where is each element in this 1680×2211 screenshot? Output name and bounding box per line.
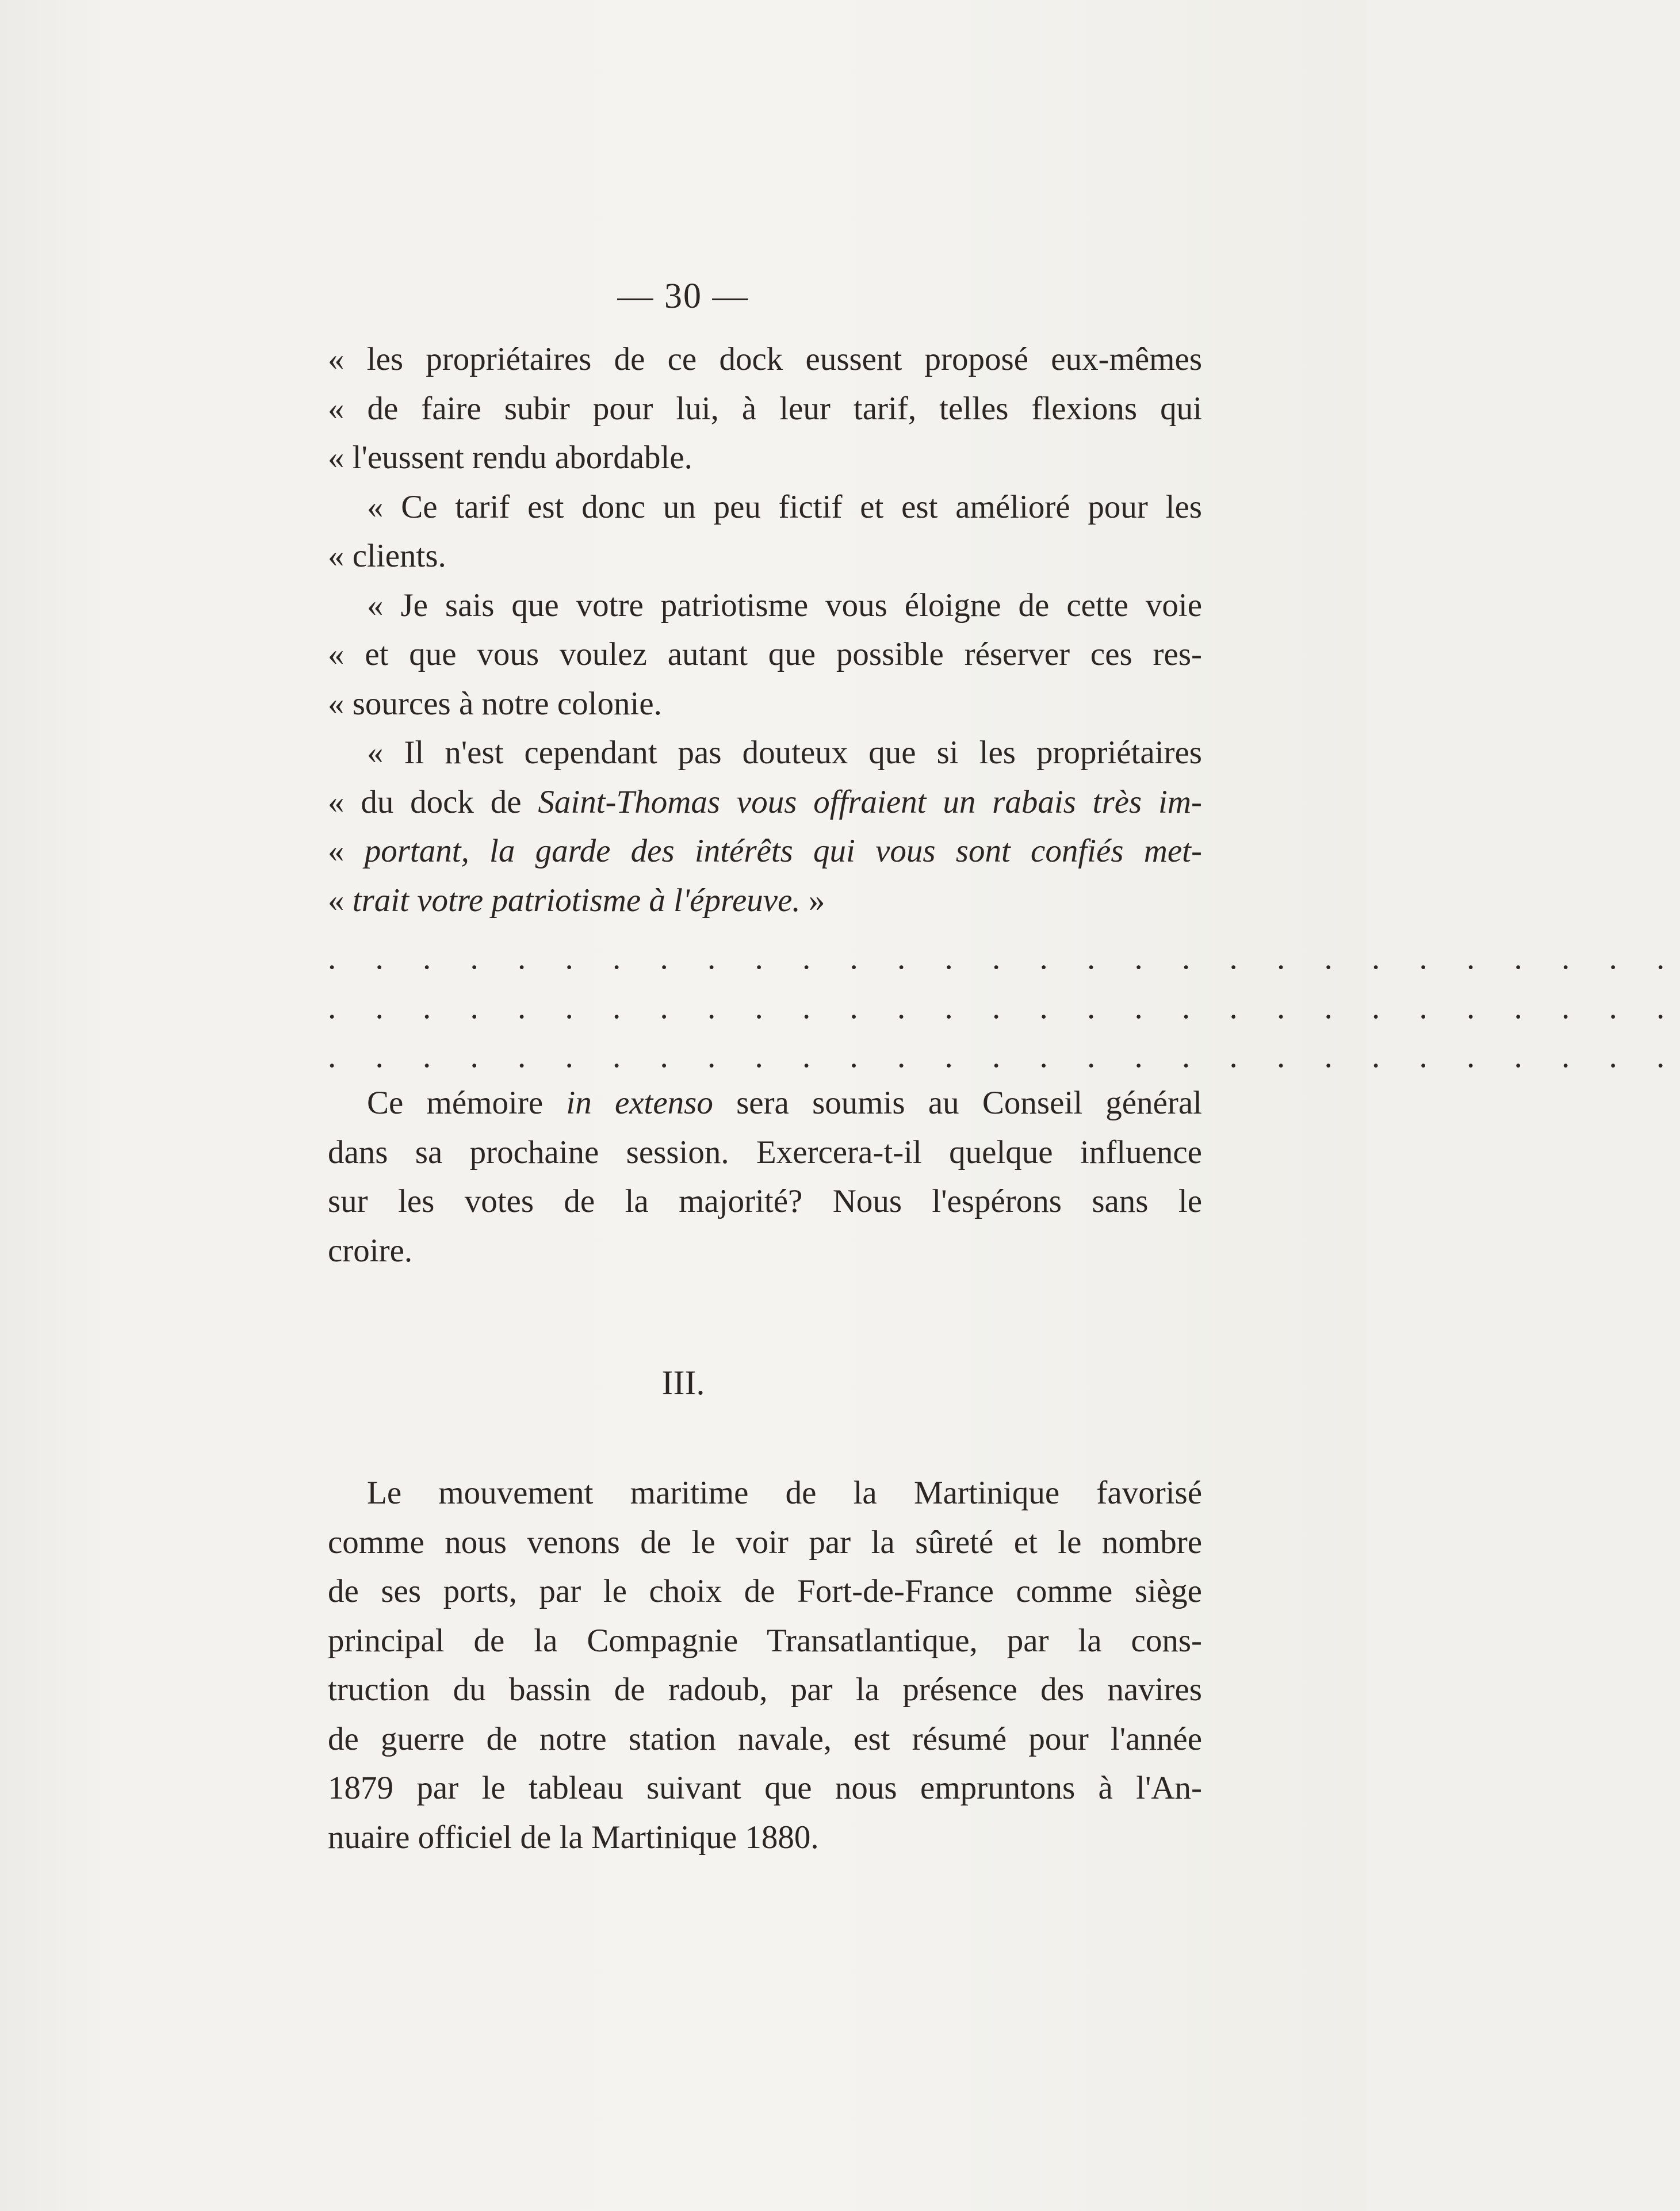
quote-prefix: « (328, 833, 365, 869)
ellipsis-row: . . . . . . . . . . . . . . . . . . . . . . . . . . . . . (328, 989, 1680, 1026)
quote-italic-text: Saint-Thomas vous offraient un rabais très im- (538, 783, 1202, 820)
quote-prefix: « du dock de (328, 783, 538, 820)
ellipsis-row: . . . . . . . . . . . . . . . . . . . . . . . . . . . . . (328, 1038, 1680, 1074)
quote-close: » (800, 882, 825, 919)
quote-line: « clients. (328, 538, 446, 574)
quote-line-italic (328, 827, 1202, 876)
memo-paragraph (328, 1078, 1202, 1275)
body-paragraph (328, 1468, 1202, 1862)
quote-line: « et que vous voulez autant que possible réserver ces res- (328, 636, 1202, 672)
page-number: — 30 — (617, 277, 749, 316)
quote-line: « sources à notre colonie. (328, 685, 662, 722)
ellipsis-rows (328, 934, 1680, 1081)
memo-suffix: sera soumis au Conseil général (713, 1085, 1202, 1121)
quote-line: « Ce tarif est donc un peu fictif et est amélioré pour les (367, 488, 1202, 525)
memo-line: croire. (328, 1232, 413, 1269)
memo-line (328, 1078, 1202, 1128)
quote-line-italic (328, 876, 1202, 925)
quote-prefix: « (328, 882, 353, 919)
quote-italic-text: portant, la garde des intérêts qui vous sont confiés met- (364, 833, 1202, 869)
memo-line: sur les votes de la majorité? Nous l'espérons sans le (328, 1183, 1202, 1219)
memo-prefix: Ce mémoire (367, 1085, 567, 1121)
quote-line: « l'eussent rendu abordable. (328, 439, 692, 476)
memo-line: dans sa prochaine session. Exercera-t-il quelque influence (328, 1134, 1202, 1170)
body-line: 1879 par le tableau suivant que nous empruntons à l'An- (328, 1770, 1202, 1806)
quoted-letter (328, 335, 1202, 925)
body-line: principal de la Compagnie Transatlantique, par la cons- (328, 1622, 1202, 1659)
quote-line: « de faire subir pour lui, à leur tarif, telles flexions qui (328, 390, 1202, 427)
quote-italic-text: trait votre patriotisme à l'épreuve. (352, 882, 801, 919)
body-line: comme nous venons de le voir par la sûreté et le nombre (328, 1524, 1202, 1560)
quote-line: « Je sais que votre patriotisme vous éloigne de cette voie (367, 587, 1202, 623)
ellipsis-row: . . . . . . . . . . . . . . . . . . . . . . . . . . . . . (328, 940, 1680, 976)
quote-line-italic (328, 778, 1202, 827)
quote-line: « Il n'est cependant pas douteux que si les propriétaires (367, 735, 1202, 771)
body-line: truction du bassin de radoub, par la présence des navires (328, 1671, 1202, 1708)
body-line: de guerre de notre station navale, est résumé pour l'année (328, 1720, 1202, 1757)
body-line: nuaire officiel de la Martinique 1880. (328, 1819, 819, 1856)
quote-line: « les propriétaires de ce dock eussent proposé eux-mêmes (328, 341, 1202, 377)
body-line: de ses ports, par le choix de Fort-de-France comme siège (328, 1573, 1202, 1609)
body-line: Le mouvement maritime de la Martinique favorisé (367, 1475, 1202, 1511)
section-heading: III. (661, 1364, 705, 1402)
memo-italic: in extenso (566, 1085, 713, 1121)
